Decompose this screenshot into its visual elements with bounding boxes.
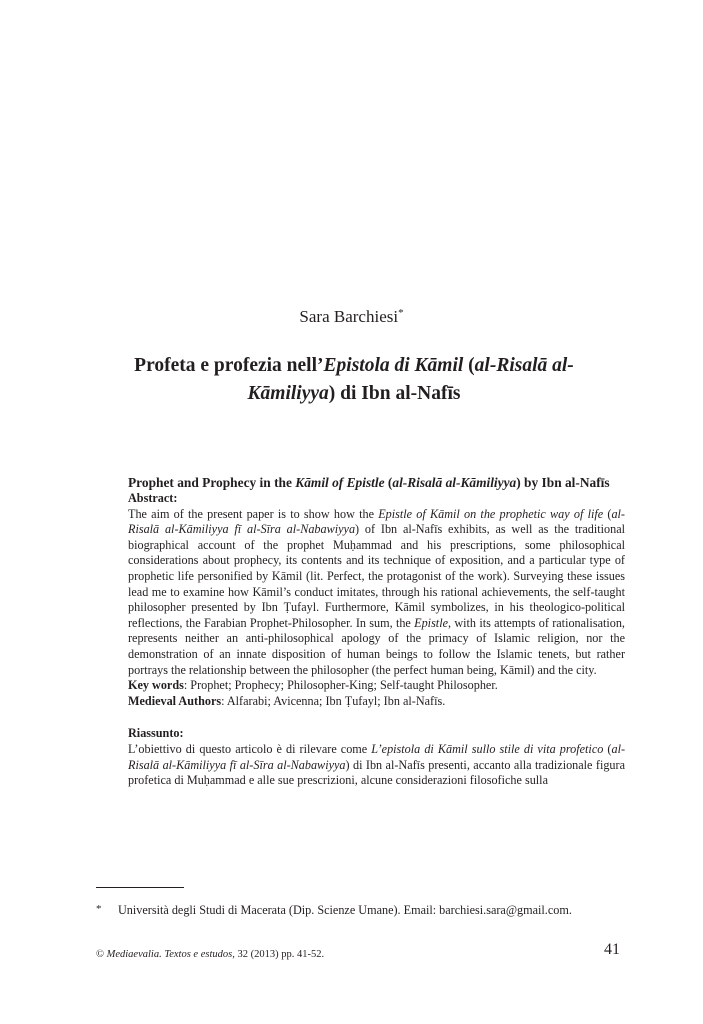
footnote [96,903,636,918]
copyright-symbol: © [96,949,107,960]
abstract-i2: al-Risalā al-Kāmiliyya fī al-Sīra al-Nabawiyya [128,506,625,537]
riassunto-i1: L’epistola di Kāmil sullo stile di vita profetico [371,741,604,756]
author-name-text: Sara Barchiesi [299,307,399,326]
abstract-s4: , with its attempts of rationalisation, represents neither an anti-philosophical apology of the primacy of Islamic religion, nor the demonstration of an innate disposition of human beings to follow the Islamic tenets, but rather portrays the relationship between the philosopher (the perfect human being, Kāmil) and the city. [128,615,625,677]
footnote-divider [96,887,184,888]
keywords [128,678,625,694]
title-part1: Profeta e profezia nell’ [134,355,324,376]
journal-name: Mediaevalia. Textos e estudos [106,949,233,960]
abstract-text [128,507,625,679]
journal-citation [96,949,324,960]
en-title-part1: Prophet and Prophecy in the [128,475,296,490]
abstract-section [128,474,625,789]
en-title-part2: ( [384,475,393,490]
abstract-i3: Epistle [414,615,448,630]
riassunto-s2: ( [603,741,612,756]
author-name [0,307,703,327]
en-title-part3: ) by Ibn al-Nafīs [516,475,610,490]
journal-details: , 32 (2013) pp. 41-52. [232,949,325,960]
title-part2: ( [463,355,475,376]
en-title-italic1: Kāmil of Epistle [295,475,385,490]
abstract-s3: ) of Ibn al-Nafīs exhibits, as well as the traditional biographical account of the prophet Muḥammad and his prescriptions, some philosophical considerations about prophecy, its contents and its technique of exposition, and a particular type of prophetic life personified by Kāmil (lit. Perfect, the protagonist of the work). Surveying these issues lead me to examine how Kāmil’s conduct imitates, through his rational achievements, the self-taught philosopher presented by Ibn Ṭufayl. Furthermore, Kāmil symbolizes, in his theologico-political reflections, the Farabian Prophet-Philosopher. In sum, the [128,522,625,630]
english-title [128,474,625,491]
section-gap [128,709,625,726]
riassunto-s3: ) di Ibn al-Nafīs presenti, accanto alla tradizionale figura profetica di Muḥammad e alle sue prescrizioni, alcune considerazioni filosofiche sulla [128,757,625,788]
page-number: 41 [604,941,620,958]
medieval-authors [128,694,625,710]
medieval-authors-text: : Alfarabi; Avicenna; Ibn Ṭufayl; Ibn al-Nafīs. [221,693,446,708]
author-footnote-mark: * [398,307,404,319]
paper-title [100,352,608,408]
riassunto-text [128,742,625,789]
riassunto-i2: al-Risalā al-Kāmiliyya fī al-Sīra al-Nabawiyya [128,741,626,772]
abstract-s1: The aim of the present paper is to show how the [128,506,379,521]
abstract-i1: Epistle of Kāmil on the prophetic way of life [378,506,604,521]
keywords-text: : Prophet; Prophecy; Philosopher-King; Self-taught Philosopher. [183,678,498,693]
abstract-label: Abstract: [128,491,178,505]
title-part3: ) di Ibn al-Nafīs [328,383,461,404]
keywords-label: Key words [128,678,184,693]
abstract-s2: ( [603,506,612,521]
title-italic2: al-Risalā al-Kāmiliyya [247,355,574,404]
riassunto-s1: L’obiettivo di questo articolo è di rilevare come [128,741,372,756]
footnote-text: Università degli Studi di Macerata (Dip. Scienze Umane). Email: barchiesi.sara@gmail.com. [118,903,572,917]
footnote-mark: * [96,903,102,915]
en-title-italic2: al-Risalā al-Kāmiliyya [392,475,517,490]
riassunto-label: Riassunto: [128,726,184,741]
title-italic1: Epistola di Kāmil [323,355,464,376]
medieval-authors-label: Medieval Authors [128,693,222,708]
